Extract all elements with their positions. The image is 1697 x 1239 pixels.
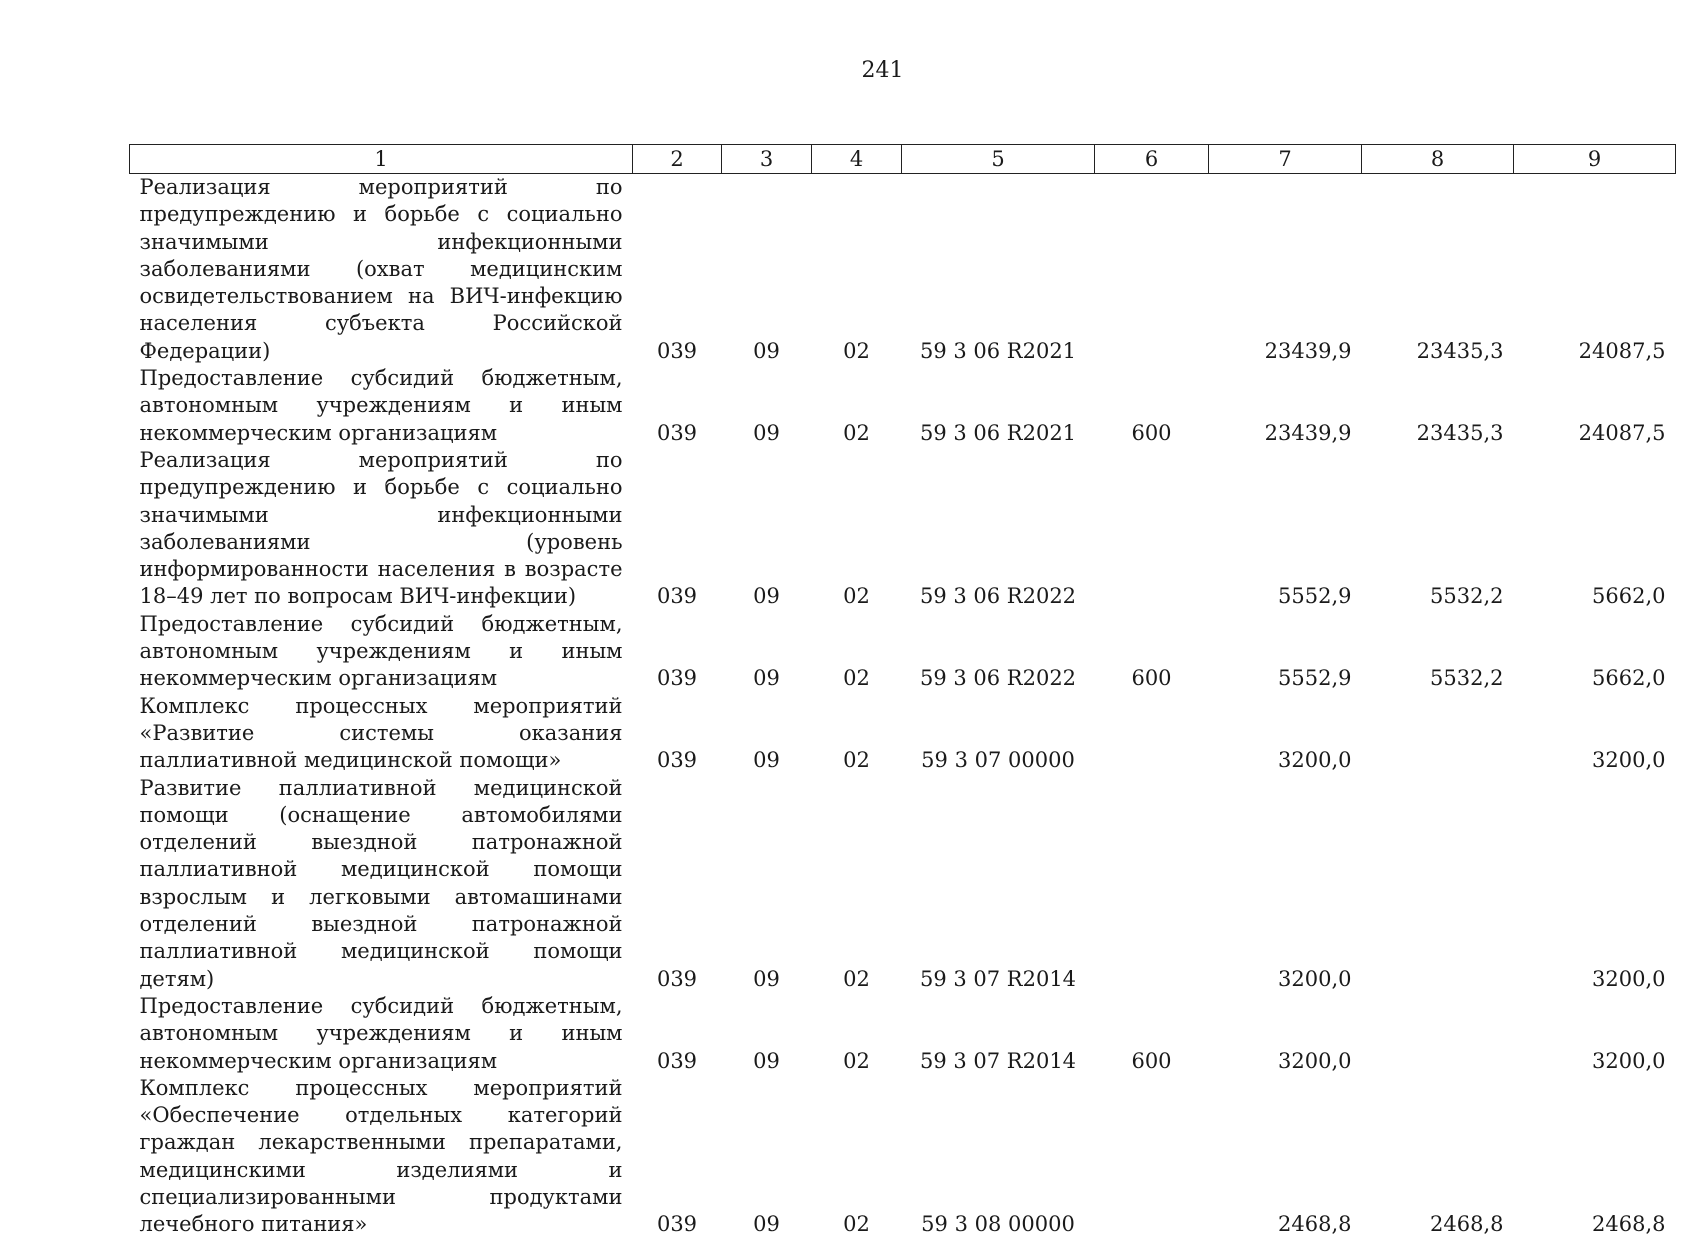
cell-expense-type: 600 [1131, 420, 1172, 445]
cell-section: 09 [753, 1048, 780, 1073]
cell-expense-type: 600 [1131, 666, 1172, 691]
cell-amount-year-3: 5662,0 [1592, 666, 1666, 691]
row-description: Развитие паллиативной медицинской помощи (оснащение автомобилями отделений выездной патронажной паллиативной медицинской помощи взрослым и легковыми автомашинами отделений выездной патронажной паллиативной медицинской помощи детям) [139, 775, 623, 991]
cell-target-article: 59 3 06 R2022 [919, 666, 1077, 691]
table-row [130, 993, 1676, 1075]
cell-target-article: 59 3 08 00000 [921, 1212, 1075, 1237]
cell-target-article: 59 3 06 R2021 [919, 420, 1077, 445]
cell-amount-year-2: 5532,2 [1430, 666, 1504, 691]
cell-target-article: 59 3 06 R2021 [919, 338, 1077, 363]
row-description: Комплекс процессных мероприятий «Обеспечение отдельных категорий граждан лекарственными препаратами, медицинскими изделиями и специализированными продуктами лечебного питания» [139, 1075, 623, 1237]
cell-section: 09 [753, 666, 780, 691]
cell-amount-year-3: 24087,5 [1578, 420, 1666, 445]
cell-ministry-code: 039 [656, 338, 698, 363]
cell-subsection: 02 [843, 420, 870, 445]
cell-amount-year-2 [1362, 693, 1514, 775]
cell-target-article: 59 3 07 R2014 [919, 966, 1077, 991]
cell-amount-year-2: 23435,3 [1416, 420, 1504, 445]
cell-subsection: 02 [843, 338, 870, 363]
cell-section: 09 [753, 584, 780, 609]
cell-target-article: 59 3 06 R2022 [919, 584, 1077, 609]
cell-amount-year-1: 3200,0 [1278, 748, 1352, 773]
cell-amount-year-3: 5662,0 [1592, 584, 1666, 609]
column-header-3: 3 [722, 145, 812, 174]
table-header-row [130, 145, 1676, 174]
cell-amount-year-1: 5552,9 [1278, 666, 1352, 691]
row-description: Реализация мероприятий по предупреждению и борьбе с социально значимыми инфекционными заболеваниями (охват медицинским освидетельствованием на ВИЧ-инфекцию населения субъекта Российской Федерации) [139, 175, 623, 363]
row-description: Реализация мероприятий по предупреждению и борьбе с социально значимыми инфекционными заболеваниями (уровень информированности населения в возрасте 18–49 лет по вопросам ВИЧ-инфекции) [139, 447, 623, 609]
cell-target-article: 59 3 07 00000 [921, 748, 1075, 773]
cell-subsection: 02 [843, 966, 870, 991]
row-description: Предоставление субсидий бюджетным, автономным учреждениям и иным некоммерческим организациям [139, 993, 623, 1073]
cell-amount-year-2 [1362, 993, 1514, 1075]
table-row [130, 365, 1676, 447]
cell-amount-year-1: 3200,0 [1278, 966, 1352, 991]
cell-amount-year-1: 5552,9 [1278, 584, 1352, 609]
cell-amount-year-3: 3200,0 [1592, 1048, 1666, 1073]
table-row [130, 174, 1676, 366]
row-description: Комплекс процессных мероприятий «Развитие системы оказания паллиативной медицинской помощи» [139, 693, 623, 773]
cell-amount-year-1: 2468,8 [1278, 1212, 1352, 1237]
budget-table [129, 144, 1676, 1239]
column-header-5: 5 [902, 145, 1095, 174]
column-header-6: 6 [1095, 145, 1209, 174]
column-header-8: 8 [1362, 145, 1514, 174]
cell-ministry-code: 039 [656, 420, 698, 445]
column-header-4: 4 [812, 145, 902, 174]
cell-subsection: 02 [843, 584, 870, 609]
cell-amount-year-3: 3200,0 [1592, 748, 1666, 773]
cell-amount-year-2: 5532,2 [1430, 584, 1504, 609]
cell-amount-year-1: 3200,0 [1278, 1048, 1352, 1073]
table-row [130, 447, 1676, 611]
cell-amount-year-1: 23439,9 [1264, 420, 1352, 445]
cell-ministry-code: 039 [656, 1048, 698, 1073]
cell-amount-year-1: 23439,9 [1264, 338, 1352, 363]
cell-ministry-code: 039 [656, 748, 698, 773]
cell-amount-year-3: 2468,8 [1592, 1212, 1666, 1237]
table-row [130, 1075, 1676, 1239]
cell-amount-year-2: 2468,8 [1430, 1212, 1504, 1237]
cell-expense-type [1095, 174, 1209, 366]
row-description: Предоставление субсидий бюджетным, автономным учреждениям и иным некоммерческим организациям [139, 611, 623, 691]
cell-amount-year-3: 24087,5 [1578, 338, 1666, 363]
cell-section: 09 [753, 420, 780, 445]
column-header-9: 9 [1514, 145, 1676, 174]
cell-ministry-code: 039 [656, 1212, 698, 1237]
column-header-1: 1 [130, 145, 633, 174]
cell-expense-type [1095, 693, 1209, 775]
cell-amount-year-2: 23435,3 [1416, 338, 1504, 363]
cell-ministry-code: 039 [656, 666, 698, 691]
row-description: Предоставление субсидий бюджетным, автономным учреждениям и иным некоммерческим организациям [139, 366, 623, 445]
cell-subsection: 02 [843, 1048, 870, 1073]
cell-subsection: 02 [843, 748, 870, 773]
cell-expense-type [1095, 775, 1209, 993]
column-header-2: 2 [633, 145, 722, 174]
cell-section: 09 [753, 338, 780, 363]
cell-amount-year-2 [1362, 775, 1514, 993]
cell-subsection: 02 [843, 1212, 870, 1237]
cell-amount-year-3: 3200,0 [1592, 966, 1666, 991]
table-row [130, 775, 1676, 993]
cell-expense-type: 600 [1131, 1048, 1172, 1073]
cell-ministry-code: 039 [656, 966, 698, 991]
cell-subsection: 02 [843, 666, 870, 691]
cell-section: 09 [753, 966, 780, 991]
cell-expense-type [1095, 1075, 1209, 1239]
cell-target-article: 59 3 07 R2014 [919, 1048, 1077, 1073]
cell-section: 09 [753, 1212, 780, 1237]
cell-expense-type [1095, 447, 1209, 611]
page-number: 241 [861, 58, 904, 83]
cell-ministry-code: 039 [656, 584, 698, 609]
column-header-7: 7 [1209, 145, 1362, 174]
table-row [130, 693, 1676, 775]
table-row [130, 611, 1676, 693]
cell-section: 09 [753, 748, 780, 773]
